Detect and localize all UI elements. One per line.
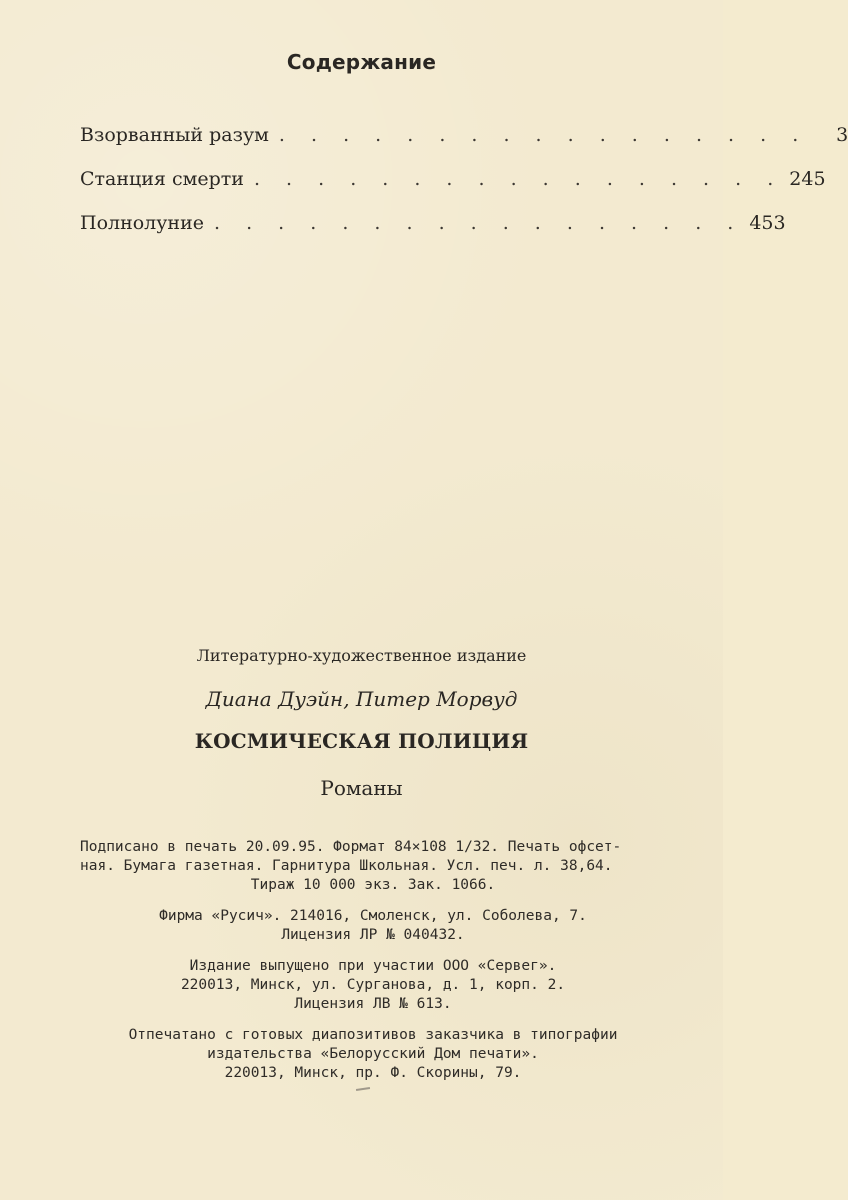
partner-info-line: Издание выпущено при участии ООО «Сервег». [189, 958, 557, 974]
firm-info [80, 907, 666, 945]
toc-leader-dots: . . . . . . . . . . . . . . . . . [253, 168, 784, 190]
toc-leader-dots: . . . . . . . . . . . . . . . . . [214, 212, 744, 234]
print-info [80, 838, 666, 895]
partner-info [80, 957, 666, 1014]
toc-page-number: 3 [836, 124, 848, 146]
toc-item [80, 124, 848, 170]
firm-info-line: Лицензия ЛР № 040432. [281, 927, 465, 943]
toc-page-number: 453 [749, 212, 786, 234]
toc-item-label: Станция смерти [80, 168, 244, 190]
partner-info-line: 220013, Минск, ул. Сурганова, д. 1, корп. 2. [180, 977, 566, 993]
printing-info-line: издательства «Белорусский Дом печати». [207, 1046, 539, 1062]
partner-info-line: Лицензия ЛВ № 613. [294, 996, 452, 1012]
book-genre: Романы [320, 776, 403, 800]
contents-heading: Содержание [286, 50, 437, 74]
toc-item-label: Полнолуние [80, 212, 205, 234]
toc-item [80, 212, 786, 258]
printing-info-line: 220013, Минск, пр. Ф. Скорины, 79. [224, 1065, 522, 1081]
authors: Диана Дуэйн, Питер Морвуд [205, 687, 518, 711]
imprint-block [80, 838, 666, 1095]
book-title: КОСМИЧЕСКАЯ ПОЛИЦИЯ [194, 729, 529, 753]
print-info-line: ная. Бумага газетная. Гарнитура Школьная. Усл. печ. л. 38,64. [80, 858, 613, 874]
print-info-line: Тираж 10 000 экз. Зак. 1066. [250, 877, 496, 893]
toc-leader-dots: . . . . . . . . . . . . . . . . . [278, 124, 809, 146]
toc-item-label: Взорванный разум [80, 124, 269, 146]
printing-info-line: Отпечатано с готовых диапозитивов заказчика в типографии [128, 1027, 618, 1043]
edition-type: Литературно-художественное издание [196, 646, 527, 665]
printing-info [80, 1026, 666, 1083]
print-info-line: Подписано в печать 20.09.95. Формат 84×108 1/32. Печать офсет- [80, 839, 622, 855]
toc-page-number: 245 [789, 168, 826, 190]
toc-item [80, 168, 826, 214]
firm-info-line: Фирма «Русич». 214016, Смоленск, ул. Соболева, 7. [159, 908, 587, 924]
table-of-contents [80, 124, 848, 258]
